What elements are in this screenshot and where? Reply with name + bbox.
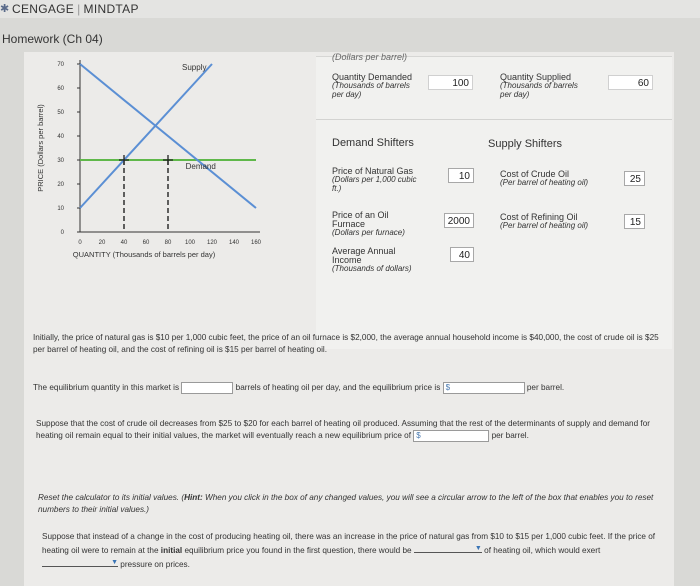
natural-gas-input[interactable]: 10 bbox=[448, 168, 474, 183]
quantity-demanded-unit: (Thousands of barrels per day) bbox=[332, 81, 410, 99]
income-input[interactable]: 40 bbox=[450, 247, 474, 262]
question-3 bbox=[42, 531, 672, 571]
crude-oil-label: Cost of Crude Oil bbox=[500, 169, 570, 179]
price-marker-1 bbox=[163, 155, 173, 165]
y-tick-label-7: 70 bbox=[57, 62, 64, 68]
income-label: Average Annual Income bbox=[332, 246, 396, 265]
y-tick-label-2: 20 bbox=[57, 182, 64, 188]
cengage-logo-icon: ✱ bbox=[0, 3, 10, 15]
question-1 bbox=[33, 382, 673, 394]
natural-gas-label: Price of Natural Gas bbox=[332, 166, 414, 176]
x-tick-label-7: 140 bbox=[228, 240, 240, 246]
new-equilibrium-price-input[interactable] bbox=[413, 430, 489, 442]
quantity-supplied-label bbox=[500, 73, 590, 99]
chevron-down-icon-2[interactable]: ▼ bbox=[111, 559, 118, 566]
q3-text-of: of bbox=[484, 546, 491, 555]
q2-text-end: per barrel. bbox=[491, 431, 529, 441]
dollar-sign-2: $ bbox=[416, 431, 421, 440]
equilibrium-quantity-input[interactable] bbox=[181, 382, 233, 394]
y-axis-label: PRICE (Dollars per barrel) bbox=[36, 104, 45, 192]
x-tick-label-5: 100 bbox=[184, 240, 196, 246]
equilibrium-price-input[interactable] bbox=[443, 382, 525, 394]
reset-hint-post: When you click in the box of any changed values, you will see a circular arrow to the left of the box that enables you to reset numbers to their initial values.) bbox=[38, 493, 654, 514]
x-tick-label-1: 20 bbox=[98, 240, 106, 246]
refining-label: Cost of Refining Oil bbox=[500, 212, 578, 222]
quantity-supplied-unit: (Thousands of barrels per day) bbox=[500, 81, 578, 99]
income-unit: (Thousands of dollars) bbox=[332, 264, 412, 273]
quantity-demanded-value: 100 bbox=[428, 75, 473, 90]
question-panel bbox=[24, 52, 674, 586]
x-tick-label-2: 40 bbox=[120, 240, 128, 246]
demand-shifters-title: Demand Shifters bbox=[332, 137, 414, 149]
x-tick-label-3: 60 bbox=[142, 240, 150, 246]
supply-curve bbox=[80, 64, 212, 208]
q3-text-initial: initial bbox=[160, 546, 183, 555]
intro-paragraph: Initially, the price of natural gas is $10 per 1,000 cubic feet, the price of an oil furnace is $2,000, the average annual household income is $40,000, the cost of crude oil is $25 per barrel of heating oil, and the cost of refining oil is $15 per barrel of heating oil. bbox=[33, 333, 659, 354]
reset-hint-pre: Reset the calculator to its initial values. ( bbox=[38, 493, 185, 502]
x-axis-label: QUANTITY (Thousands of barrels per day) bbox=[72, 250, 216, 259]
demand-shifter-income bbox=[332, 247, 422, 274]
demand-shifter-natural-gas bbox=[332, 167, 422, 193]
reset-hint-bold: Hint: bbox=[184, 493, 203, 502]
question-2 bbox=[36, 418, 666, 442]
q1-text-a: The equilibrium quantity in this market is bbox=[33, 383, 180, 393]
reset-hint bbox=[38, 492, 668, 516]
q1-text-b: barrels of heating oil per day, and the equilibrium price is bbox=[235, 383, 441, 393]
truncated-header: (Dollars per barrel) bbox=[332, 52, 408, 62]
oil-furnace-label: Price of an Oil Furnace bbox=[332, 210, 389, 229]
chevron-down-icon[interactable]: ▼ bbox=[474, 545, 482, 552]
shortage-surplus-dropdown[interactable] bbox=[414, 543, 482, 553]
q3-text-d: pressure on prices. bbox=[120, 560, 190, 569]
crude-oil-unit: (Per barrel of heating oil) bbox=[500, 178, 589, 187]
supply-demand-graph[interactable] bbox=[24, 52, 314, 292]
supply-shifter-refining bbox=[500, 213, 595, 231]
crude-oil-input[interactable]: 25 bbox=[624, 171, 645, 186]
q1-text-c: per barrel. bbox=[526, 383, 565, 393]
oil-furnace-unit: (Dollars per furnace) bbox=[332, 228, 405, 237]
quantity-demanded-label bbox=[332, 73, 422, 99]
q3-text-a: Suppose that instead of a change in the cost of producing heating oil, there was an increase in the price of natural gas from $10 to $15 per 1,000 cubic feet. If the price of heating oil were to remain at the bbox=[42, 532, 656, 555]
oil-furnace-input[interactable]: 2000 bbox=[444, 213, 474, 228]
q3-text-c: heating oil, which would exert bbox=[493, 546, 601, 555]
quantity-demanded-text: Quantity Demanded bbox=[332, 72, 413, 82]
brand-mindtap: MINDTAP bbox=[83, 2, 139, 16]
x-tick-label-0: 0 bbox=[78, 240, 82, 246]
y-tick-label-3: 30 bbox=[57, 158, 64, 164]
refining-input[interactable]: 15 bbox=[624, 214, 645, 229]
dollar-sign: $ bbox=[445, 383, 451, 392]
x-tick-label-4: 80 bbox=[164, 240, 172, 246]
brand-name: CENGAGE | MINDTAP bbox=[12, 2, 139, 16]
y-tick-label-5: 50 bbox=[57, 110, 64, 116]
natural-gas-unit: (Dollars per 1,000 cubic ft.) bbox=[332, 175, 417, 193]
quantity-supplied-text: Quantity Supplied bbox=[500, 72, 572, 82]
y-tick-label-0: 0 bbox=[60, 230, 64, 236]
demand-shifter-oil-furnace bbox=[332, 211, 422, 238]
demand-legend-label: Demand bbox=[185, 162, 216, 172]
top-bar bbox=[0, 0, 700, 18]
refining-unit: (Per barrel of heating oil) bbox=[500, 221, 589, 230]
supply-shifters-title: Supply Shifters bbox=[488, 138, 562, 150]
y-tick-label-6: 60 bbox=[57, 86, 64, 92]
assignment-title: Homework (Ch 04) bbox=[2, 32, 103, 46]
calculator-table bbox=[316, 52, 672, 349]
q2-text: Suppose that the cost of crude oil decreases from $25 to $20 for each barrel of heating oil produced. Assuming that the rest of the determinants of supply and demand for heating oil remain equal to their initial values, the market will eventually reach a new equilibrium price of bbox=[36, 419, 650, 441]
y-tick-label-1: 10 bbox=[57, 206, 64, 212]
quantity-supplied-value: 60 bbox=[608, 75, 653, 90]
brand-cengage: CENGAGE bbox=[12, 2, 75, 16]
supply-legend-label: Supply bbox=[182, 63, 207, 72]
q3-text-b: equilibrium price you found in the first question, there would be bbox=[184, 546, 412, 555]
y-tick-label-4: 40 bbox=[57, 134, 64, 140]
table-divider bbox=[316, 119, 672, 120]
x-tick-label-8: 160 bbox=[250, 240, 262, 246]
x-tick-label-6: 120 bbox=[206, 240, 218, 246]
pressure-direction-dropdown[interactable] bbox=[42, 557, 118, 567]
supply-shifter-crude-oil bbox=[500, 170, 595, 188]
